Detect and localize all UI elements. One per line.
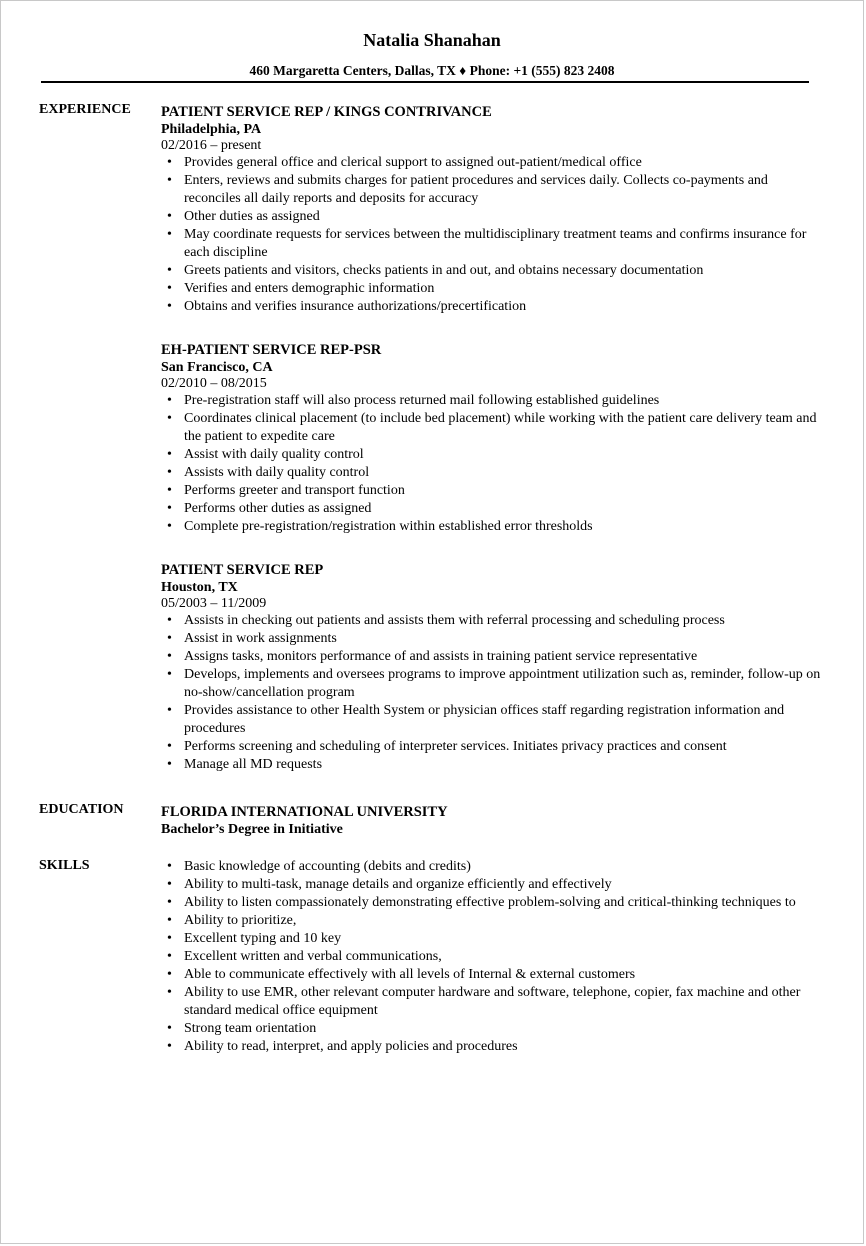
list-item: • Provides general office and clerical support to assigned out-patient/medical office: [161, 154, 821, 172]
list-item: • Ability to read, interpret, and apply policies and procedures: [161, 1038, 821, 1056]
education-entry: [161, 803, 821, 839]
job-entry: [161, 561, 821, 774]
job-dates: 02/2016 – present: [161, 138, 262, 153]
job-entry: [161, 103, 821, 316]
list-item: • Provides assistance to other Health System or physician offices staff regarding registration information and procedures: [161, 702, 821, 738]
list-item: • Assists in checking out patients and assists them with referral processing and scheduling process: [161, 612, 821, 630]
list-item: • Enters, reviews and submits charges for patient procedures and services daily. Collects co-payments and reconciles all daily reports and deposits for accuracy: [161, 172, 821, 208]
list-item: • Performs other duties as assigned: [161, 500, 821, 518]
job-title: EH-PATIENT SERVICE REP-PSR: [161, 342, 382, 358]
job-entry: [161, 341, 821, 536]
header-divider: [41, 81, 809, 83]
list-item: • Basic knowledge of accounting (debits and credits): [161, 858, 821, 876]
job-duties-list: [161, 154, 821, 316]
list-item: • Assist in work assignments: [161, 630, 821, 648]
list-item: • May coordinate requests for services between the multidisciplinary treatment teams and confirms insurance for each discipline: [161, 226, 821, 262]
list-item: • Excellent written and verbal communications,: [161, 948, 821, 966]
list-item: • Performs screening and scheduling of interpreter services. Initiates privacy practices and consent: [161, 738, 821, 756]
experience-heading: EXPERIENCE: [39, 102, 131, 117]
job-dates: 02/2010 – 08/2015: [161, 376, 267, 391]
list-item: • Strong team orientation: [161, 1020, 821, 1038]
job-location: Philadelphia, PA: [161, 122, 262, 137]
candidate-name: Natalia Shanahan: [363, 30, 501, 50]
skills-heading: SKILLS: [39, 858, 90, 873]
job-duties-list: [161, 612, 821, 774]
list-item: • Ability to listen compassionately demonstrating effective problem-solving and critical-thinking techniques to: [161, 894, 821, 912]
contact-line: 460 Margaretta Centers, Dallas, TX ♦ Phone: +1 (555) 823 2408: [249, 63, 615, 78]
list-item: • Assist with daily quality control: [161, 446, 821, 464]
job-title: PATIENT SERVICE REP / KINGS CONTRIVANCE: [161, 104, 492, 120]
list-item: • Ability to use EMR, other relevant computer hardware and software, telephone, copier, fax machine and other standard medical office equipment: [161, 984, 821, 1020]
list-item: • Verifies and enters demographic information: [161, 280, 821, 298]
job-location: San Francisco, CA: [161, 360, 273, 375]
job-title: PATIENT SERVICE REP: [161, 562, 324, 578]
list-item: • Excellent typing and 10 key: [161, 930, 821, 948]
list-item: • Ability to multi-task, manage details and organize efficiently and effectively: [161, 876, 821, 894]
job-location: Houston, TX: [161, 580, 238, 595]
list-item: • Ability to prioritize,: [161, 912, 821, 930]
list-item: • Obtains and verifies insurance authorizations/precertification: [161, 298, 821, 316]
list-item: • Able to communicate effectively with all levels of Internal & external customers: [161, 966, 821, 984]
job-duties-list: [161, 392, 821, 536]
list-item: • Assists with daily quality control: [161, 464, 821, 482]
skills-list: [161, 858, 821, 1056]
list-item: • Greets patients and visitors, checks patients in and out, and obtains necessary documentation: [161, 262, 821, 280]
list-item: • Assigns tasks, monitors performance of and assists in training patient service representative: [161, 648, 821, 666]
list-item: • Coordinates clinical placement (to include bed placement) while working with the patient care delivery team and the patient to expedite care: [161, 410, 821, 446]
list-item: • Performs greeter and transport function: [161, 482, 821, 500]
list-item: • Complete pre-registration/registration within established error thresholds: [161, 518, 821, 536]
education-heading: EDUCATION: [39, 802, 124, 817]
skills-entry: [161, 858, 821, 1056]
job-dates: 05/2003 – 11/2009: [161, 596, 267, 611]
list-item: • Pre-registration staff will also process returned mail following established guidelines: [161, 392, 821, 410]
list-item: • Develops, implements and oversees programs to improve appointment utilization such as, reminder, follow-up on no-show/cancellation program: [161, 666, 821, 702]
list-item: • Manage all MD requests: [161, 756, 821, 774]
degree: Bachelor’s Degree in Initiative: [161, 822, 343, 837]
list-item: • Other duties as assigned: [161, 208, 821, 226]
school-name: FLORIDA INTERNATIONAL UNIVERSITY: [161, 804, 448, 820]
